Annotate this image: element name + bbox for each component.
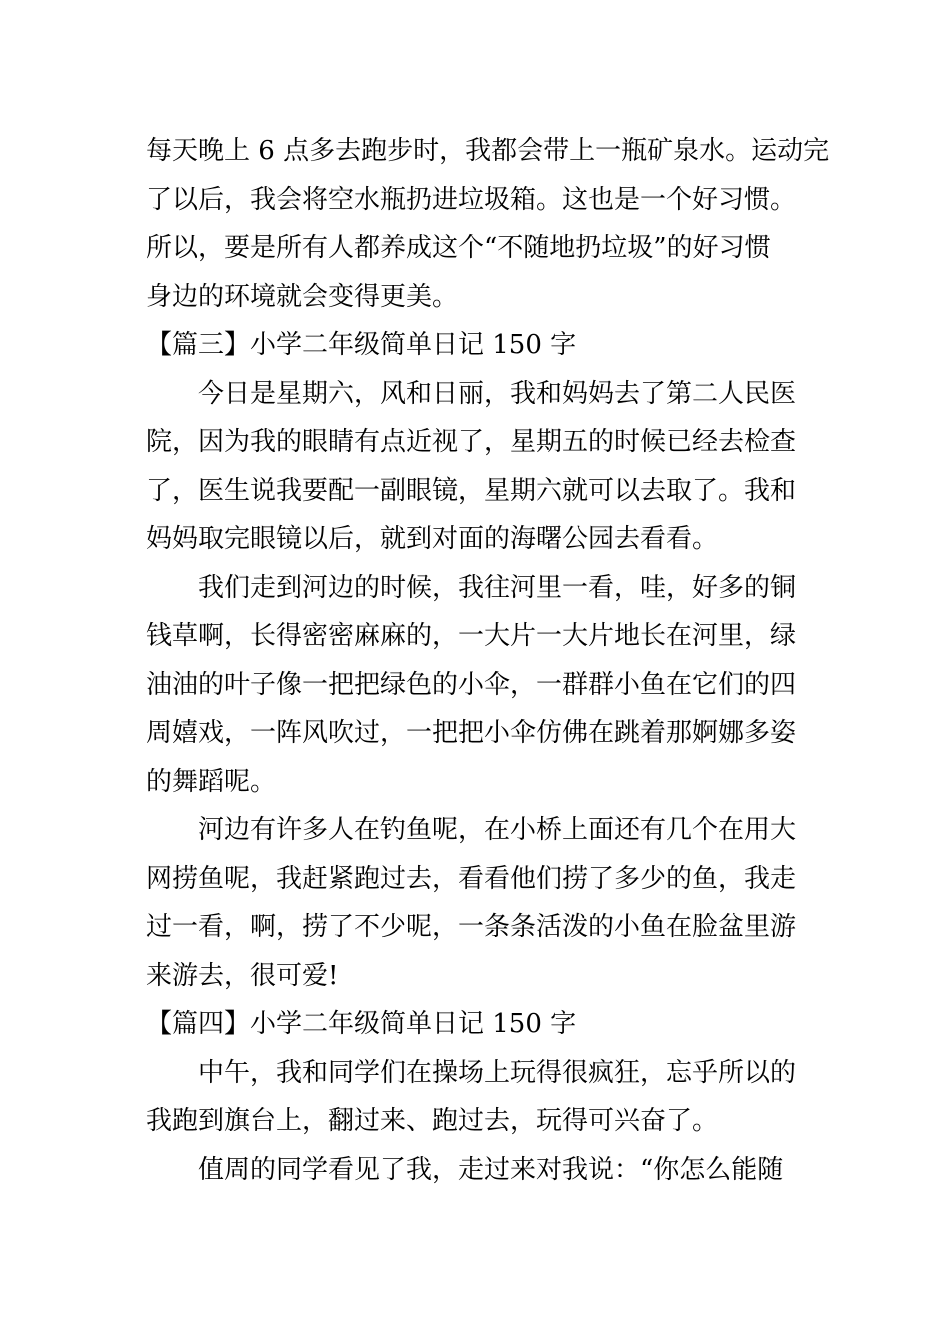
text-line: 网捞鱼呢，我赶紧跑过去，看看他们捞了多少的鱼，我走 [146, 863, 797, 894]
text-line: 每天晚上 6 点多去跑步时，我都会带上一瓶矿泉水。运动完 [146, 136, 830, 166]
text-line: 过一看，啊，捞了不少呢，一条条活泼的小鱼在脸盆里游 [146, 912, 797, 942]
text-line: 身边的环境就会变得更美。 [146, 281, 459, 312]
text-line: 的舞蹈呢。 [146, 766, 277, 797]
section-3-paragraph-1 [146, 370, 806, 564]
text-line: 来游去，很可爱! [146, 960, 339, 991]
text-line: 周嬉戏，一阵风吹过，一把把小伞仿佛在跳着那婀娜多姿 [146, 718, 797, 748]
text-line: 值周的同学看见了我，走过来对我说：“你怎么能随 [198, 1154, 784, 1185]
paragraph-continuation [146, 127, 830, 321]
text-line: 所以，要是所有人都养成这个“不随地扔垃圾”的好习惯 [146, 233, 771, 263]
section-3-paragraph-3 [146, 806, 806, 1000]
section-heading-3: 【篇三】小学二年级简单日记 150 字 [146, 330, 577, 360]
section-3-paragraph-2 [146, 564, 806, 807]
section-heading-4: 【篇四】小学二年级简单日记 150 字 [146, 1009, 577, 1039]
text-line: 钱草啊，长得密密麻麻的，一大片一大片地长在河里，绿 [146, 621, 797, 651]
section-4-paragraph-1 [146, 1049, 806, 1146]
text-line: 我们走到河边的时候，我往河里一看，哇，好多的铜 [198, 572, 797, 603]
text-line: 我跑到旗台上，翻过来、跑过去，玩得可兴奋了。 [146, 1106, 719, 1136]
document-body [146, 127, 830, 1194]
text-line: 院，因为我的眼睛有点近视了，星期五的时候已经去检查 [146, 427, 797, 457]
text-line: 河边有许多人在钓鱼呢，在小桥上面还有几个在用大 [198, 815, 797, 845]
text-line: 油油的叶子像一把把绿色的小伞，一群群小鱼在它们的四 [146, 669, 797, 700]
text-line: 妈妈取完眼镜以后，就到对面的海曙公园去看看。 [146, 524, 719, 554]
text-line: 今日是星期六，风和日丽，我和妈妈去了第二人民医 [198, 378, 797, 409]
text-line: 了以后，我会将空水瓶扔进垃圾箱。这也是一个好习惯。 [146, 184, 797, 215]
section-4-paragraph-2 [146, 1146, 806, 1195]
text-line: 了，医生说我要配一副眼镜，星期六就可以去取了。我和 [146, 475, 797, 506]
text-line: 中午，我和同学们在操场上玩得很疯狂，忘乎所以的 [198, 1057, 797, 1088]
